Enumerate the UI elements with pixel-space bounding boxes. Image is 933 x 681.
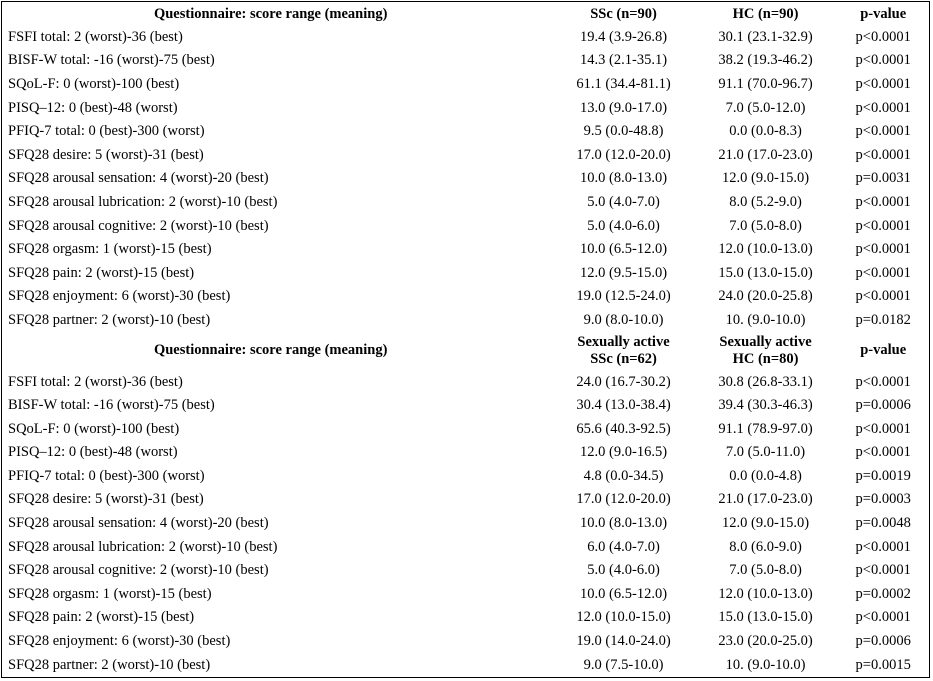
p-value-cell: p<0.0001 [855,241,911,258]
ssc-value-cell: 5.0 (4.0-7.0) [587,193,660,210]
p-value-cell: p<0.0001 [855,264,911,281]
header-row [8,3,933,25]
p-value-cell: p<0.0001 [855,373,911,390]
header-p-value: p-value [860,342,907,359]
table-row [8,582,933,606]
p-value-cell: p<0.0001 [855,420,911,437]
hc-value-cell: 23.0 (20.0-25.0) [718,633,813,650]
questionnaire-cell: SFQ28 arousal lubrication: 2 (worst)-10 (best) [8,193,278,210]
header-line: HC (n=80) [732,350,799,367]
table-row [8,261,933,285]
table-row [8,558,933,582]
ssc-value-cell: 5.0 (4.0-6.0) [587,217,660,234]
table-row [8,72,933,96]
p-value-cell: p=0.0006 [855,397,911,414]
table-row [8,441,933,465]
table-row [8,190,933,214]
p-value-cell: p<0.0001 [855,28,911,45]
hc-value-cell: 24.0 (20.0-25.8) [718,288,813,305]
header-row [8,332,933,370]
table-row [8,308,933,332]
p-value-cell: p=0.0031 [855,170,911,187]
ssc-value-cell: 17.0 (12.0-20.0) [576,491,671,508]
header-questionnaire: Questionnaire: score range (meaning) [153,342,388,359]
p-value-cell: p<0.0001 [855,123,911,140]
questionnaire-cell: SFQ28 arousal sensation: 4 (worst)-20 (best) [8,515,269,532]
p-value-cell: p=0.0182 [855,311,911,328]
table-row [8,393,933,417]
table-row [8,285,933,309]
hc-value-cell: 10. (9.0-10.0) [725,311,806,328]
p-value-cell: p=0.0019 [855,467,911,484]
table-row [8,488,933,512]
ssc-value-cell: 12.0 (9.5-15.0) [580,264,668,281]
hc-value-cell: 15.0 (13.0-15.0) [718,264,813,281]
questionnaire-cell: SFQ28 pain: 2 (worst)-15 (best) [8,609,195,626]
ssc-value-cell: 17.0 (12.0-20.0) [576,146,671,163]
ssc-value-cell: 19.4 (3.9-26.8) [580,28,668,45]
ssc-value-cell: 9.0 (8.0-10.0) [583,311,664,328]
p-value-cell: p=0.0006 [855,633,911,650]
header-p-value: p-value [860,6,907,22]
ssc-value-cell: 61.1 (34.4-81.1) [576,75,671,92]
hc-value-cell: 12.0 (10.0-13.0) [718,585,813,602]
hc-value-cell: 7.0 (5.0-12.0) [725,99,806,116]
ssc-value-cell: 12.0 (9.0-16.5) [580,444,668,461]
table-row [8,535,933,559]
hc-value-cell: 0.0 (0.0-8.3) [729,123,802,140]
hc-value-cell: 7.0 (5.0-8.0) [729,562,802,579]
section-all-participants [8,3,933,332]
p-value-cell: p=0.0003 [855,491,911,508]
hc-value-cell: 21.0 (17.0-23.0) [718,146,813,163]
table-row [8,653,933,677]
ssc-value-cell: 10.0 (8.0-13.0) [580,170,668,187]
hc-value-cell: 39.4 (30.3-46.3) [718,397,813,414]
ssc-value-cell: 9.0 (7.5-10.0) [583,656,664,673]
table-row [8,143,933,167]
table-row [8,370,933,394]
ssc-value-cell: 13.0 (9.0-17.0) [580,99,668,116]
table-row [8,49,933,73]
hc-value-cell: 21.0 (17.0-23.0) [718,491,813,508]
questionnaire-cell: SQoL-F: 0 (worst)-100 (best) [8,420,180,437]
ssc-value-cell: 6.0 (4.0-7.0) [587,538,660,555]
p-value-cell: p=0.0002 [855,585,911,602]
p-value-cell: p<0.0001 [855,288,911,305]
ssc-value-cell: 19.0 (14.0-24.0) [576,633,671,650]
table-row [8,119,933,143]
ssc-value-cell: 12.0 (10.0-15.0) [576,609,671,626]
header-ssc-active [549,332,697,370]
p-value-cell: p<0.0001 [855,217,911,234]
table-row [8,214,933,238]
questionnaire-cell: PFIQ-7 total: 0 (best)-300 (worst) [8,123,205,140]
questionnaire-cell: PFIQ-7 total: 0 (best)-300 (worst) [8,467,205,484]
header-line: SSc (n=62) [590,350,657,367]
p-value-cell: p=0.0015 [855,656,911,673]
questionnaire-cell: SFQ28 arousal cognitive: 2 (worst)-10 (best) [8,562,269,579]
hc-value-cell: 12.0 (10.0-13.0) [718,241,813,258]
ssc-value-cell: 10.0 (6.5-12.0) [580,585,668,602]
table-row [8,237,933,261]
header-line: Sexually active [577,333,670,350]
header-questionnaire: Questionnaire: score range (meaning) [153,6,388,22]
p-value-cell: p<0.0001 [855,146,911,163]
header-hc-active [698,332,834,370]
questionnaire-cell: SFQ28 orgasm: 1 (worst)-15 (best) [8,585,212,602]
table-row [8,167,933,191]
ssc-value-cell: 10.0 (8.0-13.0) [580,515,668,532]
table-row [8,606,933,630]
hc-value-cell: 91.1 (78.9-97.0) [718,420,813,437]
p-value-cell: p<0.0001 [855,444,911,461]
table-row [8,629,933,653]
questionnaire-cell: PISQ–12: 0 (best)-48 (worst) [8,444,178,461]
p-value-cell: p=0.0048 [855,515,911,532]
ssc-value-cell: 14.3 (2.1-35.1) [580,52,668,69]
p-value-cell: p<0.0001 [855,75,911,92]
hc-value-cell: 0.0 (0.0-4.8) [729,467,802,484]
questionnaire-cell: BISF-W total: -16 (worst)-75 (best) [8,52,215,69]
hc-value-cell: 8.0 (6.0-9.0) [729,538,802,555]
hc-value-cell: 91.1 (70.0-96.7) [718,75,813,92]
hc-value-cell: 7.0 (5.0-11.0) [725,444,806,461]
section-sexually-active [8,332,933,677]
table-row [8,96,933,120]
questionnaire-cell: SFQ28 orgasm: 1 (worst)-15 (best) [8,241,212,258]
hc-value-cell: 12.0 (9.0-15.0) [722,170,810,187]
header-hc: HC (n=90) [732,6,799,22]
p-value-cell: p<0.0001 [855,52,911,69]
hc-value-cell: 30.1 (23.1-32.9) [718,28,813,45]
header-line: Sexually active [719,333,812,350]
questionnaire-cell: SFQ28 partner: 2 (worst)-10 (best) [8,311,211,328]
ssc-value-cell: 5.0 (4.0-6.0) [587,562,660,579]
hc-value-cell: 7.0 (5.0-8.0) [729,217,802,234]
table-row [8,417,933,441]
table-row [8,464,933,488]
questionnaire-cell: FSFI total: 2 (worst)-36 (best) [8,28,183,45]
table-row [8,511,933,535]
questionnaire-cell: PISQ–12: 0 (best)-48 (worst) [8,99,178,116]
questionnaire-cell: SFQ28 arousal cognitive: 2 (worst)-10 (best) [8,217,269,234]
ssc-value-cell: 4.8 (0.0-34.5) [583,467,664,484]
hc-value-cell: 8.0 (5.2-9.0) [729,193,802,210]
ssc-value-cell: 9.5 (0.0-48.8) [583,123,664,140]
p-value-cell: p<0.0001 [855,193,911,210]
questionnaire-cell: SFQ28 partner: 2 (worst)-10 (best) [8,656,211,673]
header-ssc: SSc (n=90) [590,6,657,22]
hc-value-cell: 38.2 (19.3-46.2) [718,52,813,69]
questionnaire-cell: SFQ28 arousal lubrication: 2 (worst)-10 (best) [8,538,278,555]
questionnaire-cell: SFQ28 desire: 5 (worst)-31 (best) [8,146,204,163]
questionnaire-cell: SQoL-F: 0 (worst)-100 (best) [8,75,180,92]
hc-value-cell: 10. (9.0-10.0) [725,656,806,673]
questionnaire-cell: FSFI total: 2 (worst)-36 (best) [8,373,183,390]
ssc-value-cell: 19.0 (12.5-24.0) [576,288,671,305]
p-value-cell: p<0.0001 [855,99,911,116]
p-value-cell: p<0.0001 [855,538,911,555]
questionnaire-cell: SFQ28 pain: 2 (worst)-15 (best) [8,264,195,281]
questionnaire-cell: SFQ28 enjoyment: 6 (worst)-30 (best) [8,633,231,650]
hc-value-cell: 15.0 (13.0-15.0) [718,609,813,626]
hc-value-cell: 12.0 (9.0-15.0) [722,515,810,532]
ssc-value-cell: 24.0 (16.7-30.2) [576,373,671,390]
ssc-value-cell: 10.0 (6.5-12.0) [580,241,668,258]
questionnaire-cell: SFQ28 arousal sensation: 4 (worst)-20 (best) [8,170,269,187]
hc-value-cell: 30.8 (26.8-33.1) [718,373,813,390]
p-value-cell: p<0.0001 [855,609,911,626]
p-value-cell: p<0.0001 [855,562,911,579]
ssc-value-cell: 30.4 (13.0-38.4) [576,397,671,414]
questionnaire-cell: SFQ28 enjoyment: 6 (worst)-30 (best) [8,288,231,305]
table-row [8,25,933,49]
questionnaire-cell: BISF-W total: -16 (worst)-75 (best) [8,397,215,414]
questionnaire-cell: SFQ28 desire: 5 (worst)-31 (best) [8,491,204,508]
ssc-value-cell: 65.6 (40.3-92.5) [576,420,671,437]
results-table [8,3,933,676]
